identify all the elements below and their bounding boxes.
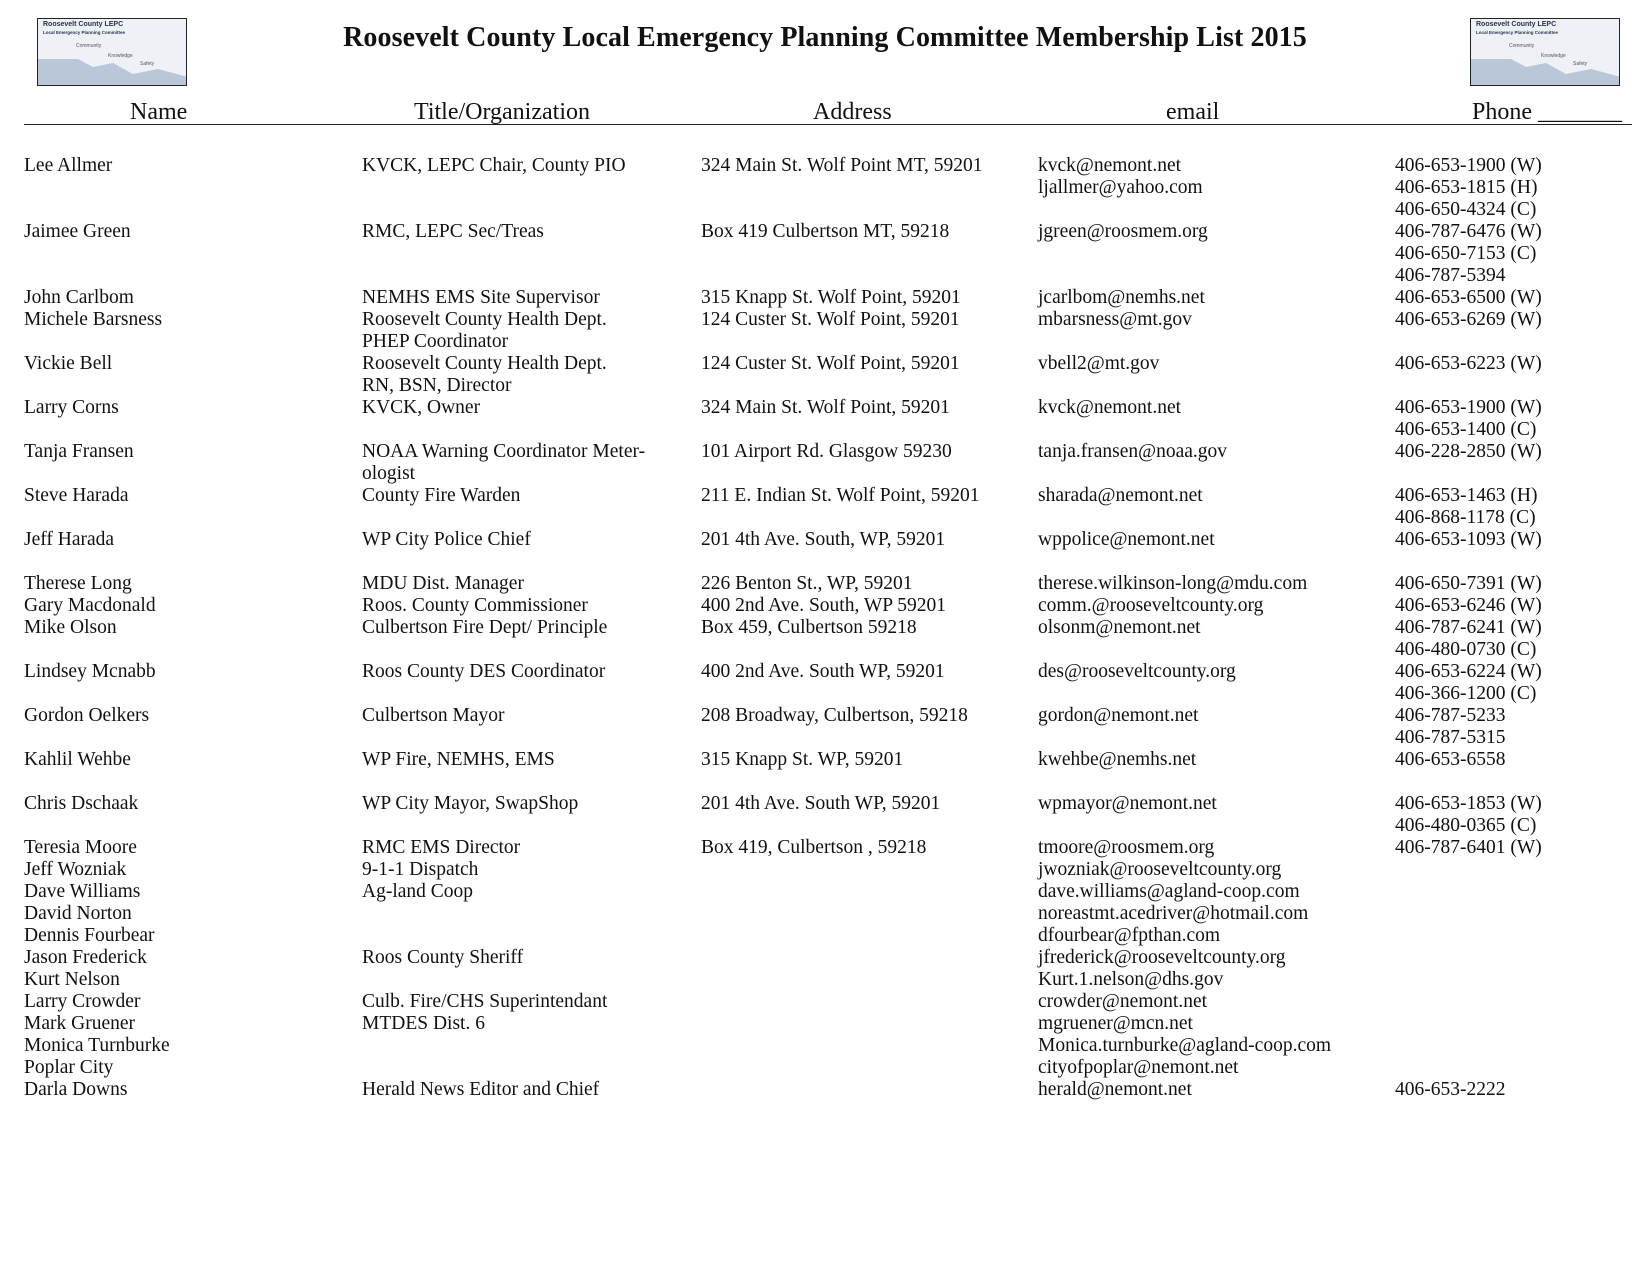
member-phone-line: 406-653-6558: [1395, 749, 1506, 770]
member-row: [0, 969, 1650, 991]
member-name: [24, 529, 114, 551]
member-phone: [1395, 353, 1542, 375]
member-title-line: Ag-land Coop: [362, 881, 474, 902]
member-name-line: Jeff Wozniak: [24, 859, 127, 880]
member-address: [701, 353, 960, 375]
member-phone: [1395, 155, 1542, 221]
member-address-line: 324 Main St. Wolf Point, 59201: [701, 397, 950, 418]
member-name-line: David Norton: [24, 903, 132, 924]
member-email: [1038, 969, 1223, 991]
member-name: [24, 925, 155, 947]
member-name: [24, 155, 112, 177]
member-address-line: Box 419 Culbertson MT, 59218: [701, 221, 950, 242]
member-title-line: Roosevelt County Health Dept.: [362, 353, 607, 374]
member-row: [0, 661, 1650, 705]
member-name-line: Steve Harada: [24, 485, 129, 506]
member-phone-line: 406-653-2222: [1395, 1079, 1506, 1100]
member-address: [701, 749, 903, 771]
member-row: [0, 1057, 1650, 1079]
member-address: [701, 309, 960, 331]
member-email-line: jfrederick@rooseveltcounty.org: [1038, 947, 1286, 968]
member-phone-line: 406-650-7391 (W): [1395, 573, 1542, 594]
member-title: [362, 661, 605, 683]
member-phone-line: 406-787-5394: [1395, 265, 1506, 286]
member-name-line: Dennis Fourbear: [24, 925, 155, 946]
member-row: [0, 991, 1650, 1013]
member-email-line: kwehbe@nemhs.net: [1038, 749, 1197, 770]
member-title: [362, 881, 473, 903]
member-row: [0, 309, 1650, 353]
member-address-line: Box 459, Culbertson 59218: [701, 617, 917, 638]
logo-tag-1: Community: [1509, 43, 1535, 49]
member-email-line: kvck@nemont.net: [1038, 397, 1182, 418]
member-phone: [1395, 485, 1537, 529]
member-title-line: KVCK, LEPC Chair, County PIO: [362, 155, 626, 176]
column-header-phone: Phone _______: [1472, 99, 1622, 125]
member-email-line: gordon@nemont.net: [1038, 705, 1199, 726]
logo-tag-3: Safety: [140, 61, 155, 67]
member-phone-line: 406-653-6500 (W): [1395, 287, 1542, 308]
member-email-line: wpmayor@nemont.net: [1038, 793, 1217, 814]
member-name-line: Therese Long: [24, 573, 132, 594]
member-row: [0, 705, 1650, 749]
member-address: [701, 441, 952, 463]
member-phone: [1395, 397, 1542, 441]
member-row: [0, 617, 1650, 661]
member-name-line: Lee Allmer: [24, 155, 113, 176]
member-name: [24, 947, 147, 969]
logo-tag-2: Knowledge: [108, 53, 133, 59]
member-name-line: Michele Barsness: [24, 309, 163, 330]
member-email-line: mgruener@mcn.net: [1038, 1013, 1193, 1034]
member-row: [0, 793, 1650, 837]
document-title: Roosevelt County Local Emergency Planning Committee Membership List 2015: [343, 22, 1307, 53]
member-name-line: Gordon Oelkers: [24, 705, 150, 726]
member-phone-line: 406-787-5315: [1395, 727, 1506, 748]
member-name: [24, 859, 126, 881]
member-title: [362, 309, 607, 353]
member-email: [1038, 661, 1236, 683]
member-email: [1038, 221, 1208, 243]
member-title: [362, 441, 645, 485]
member-address-line: 226 Benton St., WP, 59201: [701, 573, 913, 594]
member-phone-line: 406-653-1900 (W): [1395, 397, 1542, 418]
member-name: [24, 485, 129, 507]
member-email: [1038, 991, 1207, 1013]
member-phone-line: 406-653-1400 (C): [1395, 419, 1537, 440]
member-title-line: County Fire Warden: [362, 485, 521, 506]
member-title: [362, 155, 626, 177]
member-phone-line: 406-228-2850 (W): [1395, 441, 1542, 462]
member-title: [362, 793, 578, 815]
member-email-line: therese.wilkinson-long@mdu.com: [1038, 573, 1308, 594]
member-title-line: Culb. Fire/CHS Superintendant: [362, 991, 608, 1012]
member-row: [0, 925, 1650, 947]
member-address: [701, 485, 979, 507]
member-phone-line: 406-653-6269 (W): [1395, 309, 1542, 330]
member-email-line: Kurt.1.nelson@dhs.gov: [1038, 969, 1224, 990]
member-title-line: RMC, LEPC Sec/Treas: [362, 221, 544, 242]
member-email: [1038, 397, 1181, 419]
member-name-line: Jason Frederick: [24, 947, 147, 968]
member-title: [362, 1079, 599, 1101]
member-row: [0, 837, 1650, 859]
member-name: [24, 749, 131, 771]
member-name: [24, 397, 119, 419]
column-header-name: Name: [130, 99, 188, 125]
member-phone-line: 406-366-1200 (C): [1395, 683, 1537, 704]
logo-subtitle: Local Emergency Planning Committee: [1476, 30, 1559, 35]
member-address: [701, 287, 961, 309]
member-email: [1038, 441, 1227, 463]
member-phone: [1395, 287, 1542, 309]
member-name-line: Gary Macdonald: [24, 595, 156, 616]
member-phone-line: 406-787-6241 (W): [1395, 617, 1542, 638]
logo-title: Roosevelt County LEPC: [43, 21, 124, 28]
logo-subtitle: Local Emergency Planning Committee: [43, 30, 126, 35]
member-title: [362, 595, 588, 617]
member-title-line: Culbertson Fire Dept/ Principle: [362, 617, 608, 638]
member-phone: [1395, 221, 1542, 287]
membership-table: [0, 155, 1650, 1101]
member-address: [701, 221, 949, 243]
member-row: [0, 397, 1650, 441]
member-email-line: olsonm@nemont.net: [1038, 617, 1201, 638]
member-address-line: 124 Custer St. Wolf Point, 59201: [701, 309, 960, 330]
member-name: [24, 617, 117, 639]
member-row: [0, 595, 1650, 617]
member-address-line: 400 2nd Ave. South WP, 59201: [701, 661, 945, 682]
member-address-line: 315 Knapp St. WP, 59201: [701, 749, 904, 770]
member-phone-line: 406-653-1900 (W): [1395, 155, 1542, 176]
member-title-line: 9-1-1 Dispatch: [362, 859, 479, 880]
member-phone-line: 406-480-0730 (C): [1395, 639, 1537, 660]
member-title: [362, 749, 555, 771]
member-address-line: 324 Main St. Wolf Point MT, 59201: [701, 155, 983, 176]
member-title-line: NOAA Warning Coordinator Meter-: [362, 441, 646, 462]
member-phone-line: 406-480-0365 (C): [1395, 815, 1537, 836]
member-title: [362, 705, 504, 727]
member-title-line: RN, BSN, Director: [362, 375, 512, 396]
member-title: [362, 529, 531, 551]
member-address: [701, 529, 945, 551]
member-phone: [1395, 749, 1506, 771]
member-name: [24, 441, 134, 463]
member-phone-line: 406-653-1463 (H): [1395, 485, 1538, 506]
member-row: [0, 353, 1650, 397]
member-name-line: Jaimee Green: [24, 221, 131, 242]
member-email: [1038, 573, 1307, 595]
member-title: [362, 287, 600, 309]
member-title-line: MTDES Dist. 6: [362, 1013, 485, 1034]
member-email-line: des@rooseveltcounty.org: [1038, 661, 1236, 682]
member-address: [701, 705, 968, 727]
member-address: [701, 397, 950, 419]
member-email: [1038, 353, 1159, 375]
member-row: [0, 881, 1650, 903]
member-name-line: Chris Dschaak: [24, 793, 139, 814]
member-title: [362, 947, 523, 969]
member-address-line: 315 Knapp St. Wolf Point, 59201: [701, 287, 961, 308]
member-email-line: herald@nemont.net: [1038, 1079, 1192, 1100]
member-phone-line: 406-653-6246 (W): [1395, 595, 1542, 616]
member-address: [701, 155, 983, 177]
member-phone-line: 406-650-4324 (C): [1395, 199, 1537, 220]
member-name-line: Monica Turnburke: [24, 1035, 170, 1056]
member-email-line: noreastmt.acedriver@hotmail.com: [1038, 903, 1309, 924]
member-phone-line: 406-650-7153 (C): [1395, 243, 1537, 264]
member-title-line: WP Fire, NEMHS, EMS: [362, 749, 555, 770]
member-address-line: 201 4th Ave. South, WP, 59201: [701, 529, 946, 550]
member-row: [0, 573, 1650, 595]
member-name: [24, 573, 132, 595]
member-email: [1038, 749, 1196, 771]
member-email-line: comm.@rooseveltcounty.org: [1038, 595, 1264, 616]
member-title-line: Roos County DES Coordinator: [362, 661, 606, 682]
member-phone: [1395, 1079, 1506, 1101]
member-row: [0, 749, 1650, 793]
member-row: [0, 287, 1650, 309]
member-address: [701, 661, 945, 683]
member-title-line: RMC EMS Director: [362, 837, 521, 858]
member-name: [24, 595, 156, 617]
member-title-line: Roos. County Commissioner: [362, 595, 588, 616]
member-email-line: dave.williams@agland-coop.com: [1038, 881, 1300, 902]
member-name-line: Darla Downs: [24, 1079, 128, 1100]
member-title: [362, 353, 607, 397]
member-title: [362, 397, 480, 419]
header-rule: [24, 124, 1632, 125]
member-title: [362, 1013, 485, 1035]
member-title-line: WP City Mayor, SwapShop: [362, 793, 579, 814]
member-email-line: tanja.fransen@noaa.gov: [1038, 441, 1228, 462]
member-row: [0, 903, 1650, 925]
member-address-line: 124 Custer St. Wolf Point, 59201: [701, 353, 960, 374]
member-phone: [1395, 793, 1542, 837]
member-row: [0, 529, 1650, 573]
member-name: [24, 353, 112, 375]
member-title: [362, 617, 607, 639]
member-row: [0, 155, 1650, 221]
member-email: [1038, 1035, 1331, 1057]
member-row: [0, 221, 1650, 287]
member-title-line: Herald News Editor and Chief: [362, 1079, 600, 1100]
member-name: [24, 1079, 127, 1101]
member-email-line: wppolice@nemont.net: [1038, 529, 1215, 550]
member-phone-line: 406-653-1853 (W): [1395, 793, 1542, 814]
member-email: [1038, 485, 1203, 507]
member-email-line: ljallmer@yahoo.com: [1038, 177, 1203, 198]
member-email-line: dfourbear@fpthan.com: [1038, 925, 1221, 946]
member-title: [362, 859, 478, 881]
member-address: [701, 793, 940, 815]
member-phone-line: 406-787-5233: [1395, 705, 1506, 726]
member-phone: [1395, 309, 1542, 331]
member-title-line: Roosevelt County Health Dept.: [362, 309, 607, 330]
member-title: [362, 573, 524, 595]
member-title-line: MDU Dist. Manager: [362, 573, 524, 594]
member-email: [1038, 837, 1214, 859]
member-phone-line: 406-653-1093 (W): [1395, 529, 1542, 550]
member-name-line: Tanja Fransen: [24, 441, 134, 462]
member-name: [24, 969, 120, 991]
member-name-line: Mike Olson: [24, 617, 117, 638]
member-email: [1038, 705, 1198, 727]
member-name: [24, 1057, 113, 1079]
member-email-line: mbarsness@mt.gov: [1038, 309, 1192, 330]
member-row: [0, 441, 1650, 485]
member-email-line: sharada@nemont.net: [1038, 485, 1203, 506]
member-phone-line: 406-787-6401 (W): [1395, 837, 1542, 858]
column-header-title: Title/Organization: [414, 99, 590, 125]
member-name: [24, 991, 140, 1013]
member-address-line: 208 Broadway, Culbertson, 59218: [701, 705, 968, 726]
member-name: [24, 705, 149, 727]
member-row: [0, 1013, 1650, 1035]
member-email: [1038, 1013, 1193, 1035]
member-title: [362, 991, 607, 1013]
member-name-line: Kurt Nelson: [24, 969, 120, 990]
member-name: [24, 1035, 170, 1057]
member-row: [0, 859, 1650, 881]
member-email-line: kvck@nemont.net: [1038, 155, 1182, 176]
member-email: [1038, 903, 1308, 925]
member-email: [1038, 309, 1192, 331]
member-phone: [1395, 529, 1542, 551]
member-address-line: 101 Airport Rd. Glasgow 59230: [701, 441, 952, 462]
member-email: [1038, 881, 1300, 903]
logo-tag-2: Knowledge: [1541, 53, 1566, 59]
member-address-line: 201 4th Ave. South WP, 59201: [701, 793, 941, 814]
member-email-line: vbell2@mt.gov: [1038, 353, 1160, 374]
member-phone: [1395, 705, 1506, 749]
member-address-line: Box 419, Culbertson , 59218: [701, 837, 927, 858]
member-name: [24, 881, 140, 903]
member-phone-line: 406-653-1815 (H): [1395, 177, 1538, 198]
member-email: [1038, 1079, 1192, 1101]
member-title-line: NEMHS EMS Site Supervisor: [362, 287, 600, 308]
member-email-line: crowder@nemont.net: [1038, 991, 1208, 1012]
member-email: [1038, 595, 1263, 617]
member-name-line: Larry Crowder: [24, 991, 141, 1012]
member-title: [362, 837, 520, 859]
member-row: [0, 485, 1650, 529]
member-row: [0, 1035, 1650, 1057]
member-title: [362, 221, 544, 243]
member-phone-line: 406-653-6223 (W): [1395, 353, 1542, 374]
member-phone: [1395, 441, 1542, 463]
member-phone: [1395, 617, 1542, 661]
member-email-line: jcarlbom@nemhs.net: [1038, 287, 1205, 308]
member-row: [0, 947, 1650, 969]
member-name-line: Dave Williams: [24, 881, 141, 902]
member-name: [24, 1013, 135, 1035]
member-phone: [1395, 837, 1542, 859]
member-address-line: 211 E. Indian St. Wolf Point, 59201: [701, 485, 980, 506]
member-name-line: Lindsey Mcnabb: [24, 661, 156, 682]
member-title-line: KVCK, Owner: [362, 397, 481, 418]
member-email: [1038, 793, 1217, 815]
member-email-line: Monica.turnburke@agland-coop.com: [1038, 1035, 1332, 1056]
member-name-line: Mark Gruener: [24, 1013, 135, 1034]
member-name-line: John Carlbom: [24, 287, 134, 308]
member-row: [0, 1079, 1650, 1101]
member-email-line: cityofpoplar@nemont.net: [1038, 1057, 1239, 1078]
member-title-line: Culbertson Mayor: [362, 705, 505, 726]
member-phone-line: 406-653-6224 (W): [1395, 661, 1542, 682]
member-email: [1038, 287, 1205, 309]
member-email: [1038, 529, 1215, 551]
logo-title: Roosevelt County LEPC: [1476, 21, 1557, 28]
member-name: [24, 837, 137, 859]
member-name: [24, 661, 156, 683]
member-name: [24, 221, 131, 243]
member-name: [24, 309, 162, 331]
member-title-line: PHEP Coordinator: [362, 331, 509, 352]
member-email: [1038, 1057, 1238, 1079]
logo-tag-3: Safety: [1573, 61, 1588, 67]
member-title-line: ologist: [362, 463, 416, 484]
member-title: [362, 485, 520, 507]
member-email-line: tmoore@roosmem.org: [1038, 837, 1215, 858]
member-name: [24, 287, 134, 309]
member-phone: [1395, 595, 1542, 617]
member-name-line: Teresia Moore: [24, 837, 137, 858]
member-phone: [1395, 661, 1542, 705]
column-header-email: email: [1166, 99, 1220, 125]
member-phone: [1395, 573, 1542, 595]
member-name: [24, 793, 138, 815]
member-title-line: Roos County Sheriff: [362, 947, 524, 968]
member-phone-line: 406-787-6476 (W): [1395, 221, 1542, 242]
member-address: [701, 595, 946, 617]
member-address: [701, 573, 912, 595]
member-name-line: Jeff Harada: [24, 529, 115, 550]
member-name-line: Larry Corns: [24, 397, 119, 418]
member-email: [1038, 859, 1281, 881]
member-email: [1038, 155, 1203, 199]
member-name: [24, 903, 132, 925]
logo-tag-1: Community: [76, 43, 102, 49]
member-name-line: Vickie Bell: [24, 353, 113, 374]
member-title-line: WP City Police Chief: [362, 529, 531, 550]
member-phone-line: 406-868-1178 (C): [1395, 507, 1536, 528]
member-email: [1038, 925, 1220, 947]
member-email-line: jgreen@roosmem.org: [1038, 221, 1208, 242]
member-address: [701, 837, 926, 859]
member-name-line: Poplar City: [24, 1057, 114, 1078]
member-email: [1038, 947, 1286, 969]
member-email-line: jwozniak@rooseveltcounty.org: [1038, 859, 1282, 880]
column-header-address: Address: [813, 99, 892, 125]
member-address-line: 400 2nd Ave. South, WP 59201: [701, 595, 947, 616]
member-email: [1038, 617, 1201, 639]
member-name-line: Kahlil Wehbe: [24, 749, 131, 770]
member-address: [701, 617, 917, 639]
